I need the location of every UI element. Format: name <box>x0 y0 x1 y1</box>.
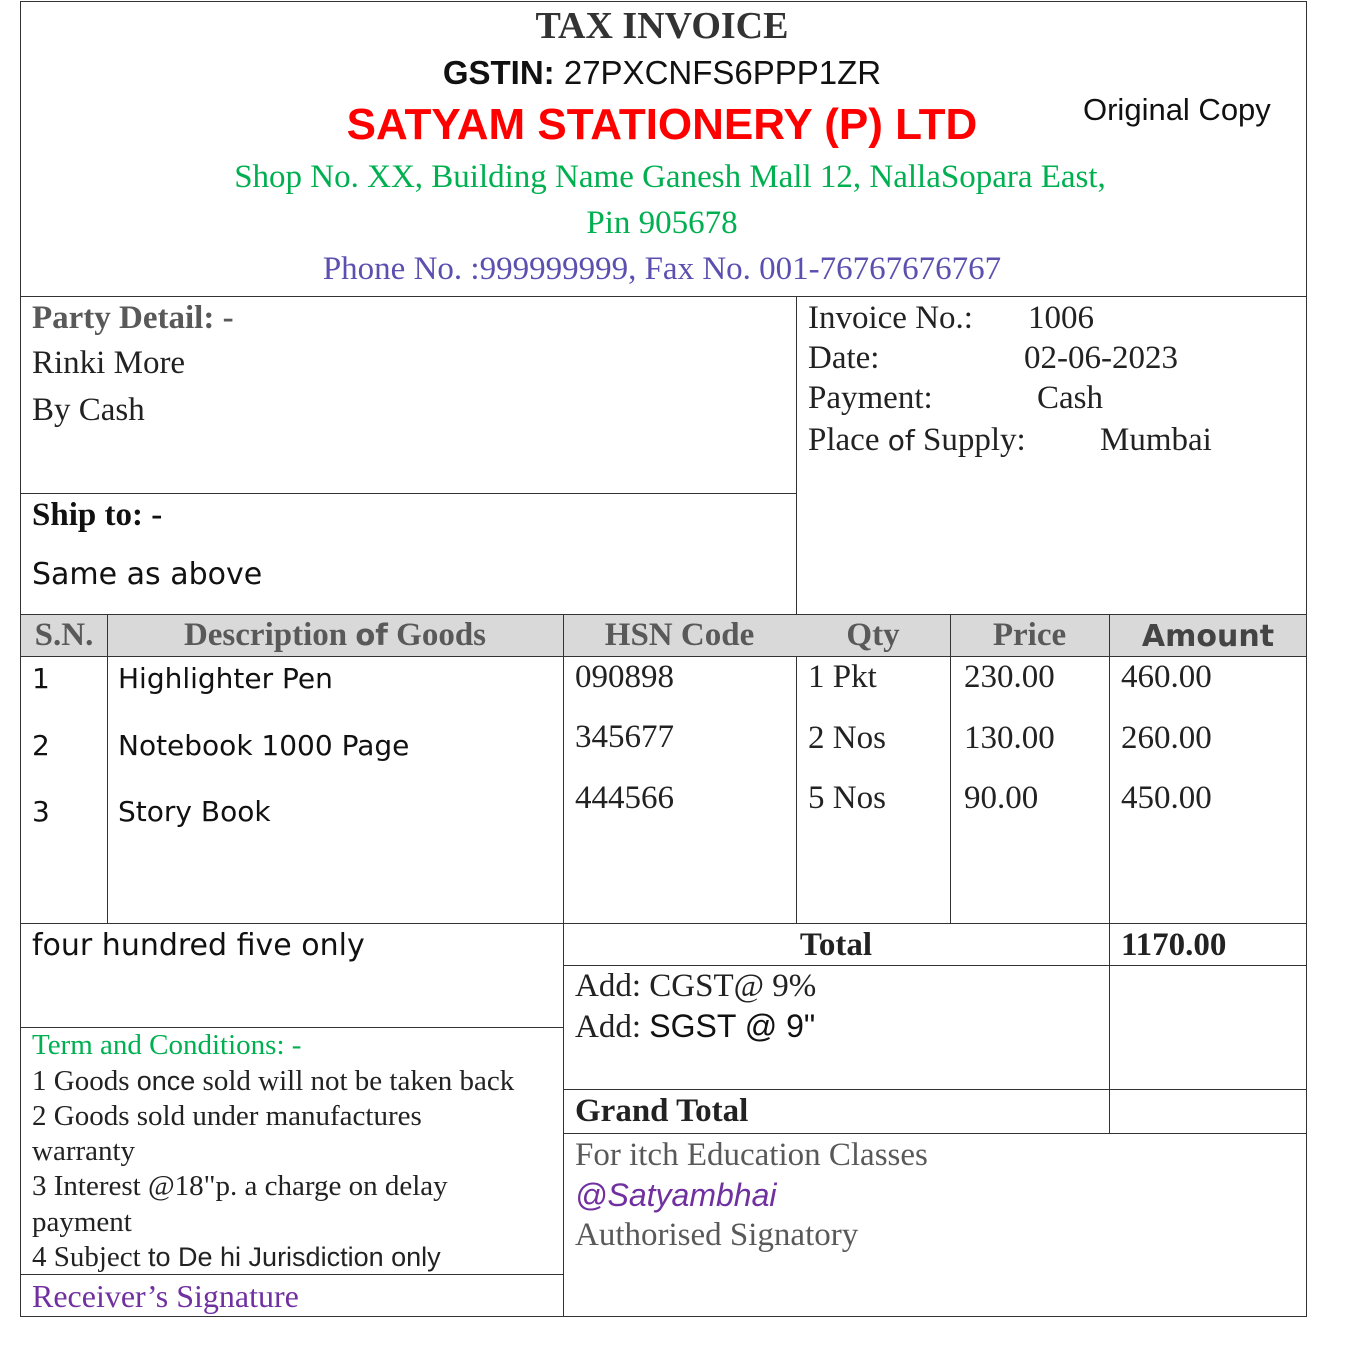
col-header-sn: S.N. <box>34 617 94 653</box>
gstin-line <box>0 54 1324 92</box>
place-label-part: Supply: <box>914 422 1026 458</box>
divider <box>20 296 1307 297</box>
divider <box>20 1274 564 1275</box>
term-part: to De hi Jurisdiction only <box>148 1242 441 1272</box>
row3-price: 90.00 <box>964 780 1039 816</box>
ship-to-value: Same as above <box>32 557 263 592</box>
row1-qty: 1 Pkt <box>808 659 877 695</box>
term-2-line2: warranty <box>32 1135 136 1167</box>
amount-in-words: four hundred five only <box>32 928 365 963</box>
col-header-part: of <box>355 618 388 652</box>
divider <box>107 614 108 924</box>
divider <box>20 656 1307 657</box>
sgst-label <box>575 1008 815 1046</box>
divider <box>950 614 951 924</box>
terms-heading: Term and Conditions: - <box>32 1029 302 1061</box>
row2-hsn: 345677 <box>575 719 674 755</box>
row1-hsn: 090898 <box>575 659 674 695</box>
ship-to-label: Ship to: - <box>32 497 163 533</box>
gstin-value: 27PXCNFS6PPP1ZR <box>563 54 882 91</box>
row3-description: Story Book <box>118 795 271 828</box>
cgst-label: Add: CGST@ 9% <box>575 968 817 1004</box>
copy-label: Original Copy <box>1083 92 1271 127</box>
col-header-part: Description <box>183 617 356 653</box>
company-address-line2: Pin 905678 <box>586 205 738 241</box>
col-header-hsn: HSN Code <box>604 617 755 653</box>
term-4 <box>32 1241 441 1274</box>
row3-sn: 3 <box>32 795 50 828</box>
receiver-signature-label: Receiver’s Signature <box>32 1278 299 1314</box>
signature-handle: @Satyambhai <box>575 1177 777 1213</box>
place-label-part: of <box>887 424 915 457</box>
row3-hsn: 444566 <box>575 780 674 816</box>
total-label: Total <box>799 927 873 963</box>
row1-description: Highlighter Pen <box>118 662 333 695</box>
grand-total-label: Grand Total <box>575 1093 749 1129</box>
party-name: Rinki More <box>32 345 186 381</box>
term-part: sold will not be taken back <box>195 1065 515 1097</box>
date-label: Date: <box>808 340 880 376</box>
row3-amount: 450.00 <box>1121 780 1212 816</box>
divider <box>563 1089 1307 1090</box>
divider <box>20 923 1307 924</box>
place-of-supply-value: Mumbai <box>1100 422 1212 458</box>
row3-qty: 5 Nos <box>808 780 886 816</box>
invoice-title: TAX INVOICE <box>535 5 789 47</box>
col-header-description <box>107 617 563 654</box>
term-1 <box>32 1065 514 1098</box>
divider <box>1109 614 1110 1134</box>
row2-sn: 2 <box>32 729 50 762</box>
row1-sn: 1 <box>32 662 50 695</box>
company-address-line1: Shop No. XX, Building Name Ganesh Mall 12, NallaSopara East, <box>234 159 1106 195</box>
sgst-label-part: Add: <box>575 1009 650 1045</box>
col-header-qty: Qty <box>846 617 900 653</box>
row2-qty: 2 Nos <box>808 720 886 756</box>
divider <box>563 965 1307 966</box>
divider <box>20 614 1307 615</box>
row2-description: Notebook 1000 Page <box>118 729 410 762</box>
company-name: SATYAM STATIONERY (P) LTD <box>346 100 978 149</box>
place-of-supply-label <box>808 422 1026 459</box>
date-value: 02-06-2023 <box>1024 340 1178 376</box>
for-company-label: For itch Education Classes <box>575 1137 928 1173</box>
sgst-label-part: SGST @ 9" <box>649 1008 816 1044</box>
term-2-line1: 2 Goods sold under manufactures <box>32 1100 422 1132</box>
divider <box>20 1027 564 1028</box>
divider <box>563 1133 1307 1134</box>
invoice-no-label: Invoice No.: <box>808 300 973 336</box>
payment-value: Cash <box>1037 380 1103 416</box>
row2-price: 130.00 <box>964 720 1055 756</box>
row1-price: 230.00 <box>964 659 1055 695</box>
col-header-amount: Amount <box>1141 619 1275 654</box>
row2-amount: 260.00 <box>1121 720 1212 756</box>
col-header-price: Price <box>992 617 1067 653</box>
divider <box>20 493 797 494</box>
party-detail-label: Party Detail: - <box>32 300 234 336</box>
term-3-line2: payment <box>32 1206 132 1238</box>
company-contact: Phone No. :999999999, Fax No. 001-76767676767 <box>322 251 1002 287</box>
term-3-line1: 3 Interest @18"p. a charge on delay <box>32 1170 448 1202</box>
term-part: 4 Subject <box>32 1241 148 1273</box>
term-part: once <box>136 1066 196 1096</box>
divider <box>796 296 797 924</box>
row1-amount: 460.00 <box>1121 659 1212 695</box>
payment-label: Payment: <box>808 380 933 416</box>
col-header-part: Goods <box>387 617 487 653</box>
authorised-signatory-label: Authorised Signatory <box>575 1217 859 1253</box>
total-value: 1170.00 <box>1121 927 1227 963</box>
party-payment-mode: By Cash <box>32 392 145 428</box>
gstin-label: GSTIN: <box>442 54 555 91</box>
place-label-part: Place <box>808 422 888 458</box>
invoice-no-value: 1006 <box>1028 300 1094 336</box>
term-part: 1 Goods <box>32 1065 137 1097</box>
